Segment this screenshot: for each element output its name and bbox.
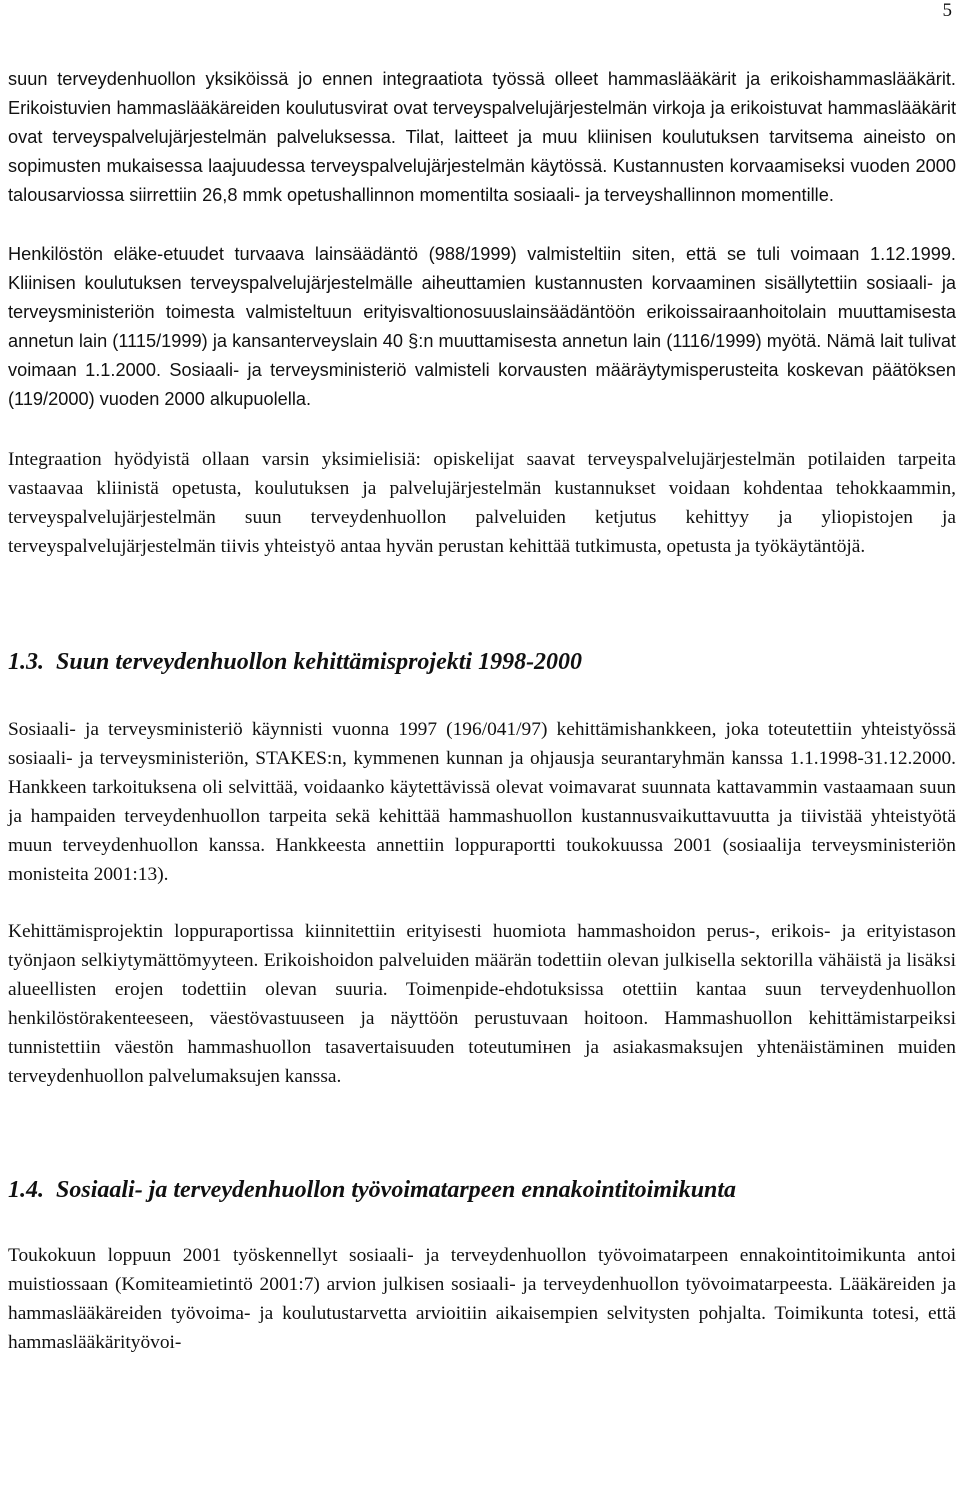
paragraph-integration-benefits: Integraation hyödyistä ollaan varsin yksimielisiä: opiskelijat saavat terveyspalvelujärjestelmän potilaiden tarpeita vastaavaa kliinistä opetusta, koulutuksen ja palvelujärjestelmän kustannukset voidaan kohdentaa tehokkaammin, terveyspalvelujärjestelmän suun terveydenhuollon palveluiden ketjutus kehittyy ja yliopistojen ja terveyspalvelujärjestelmän tiivis yhteistyö antaa hyvän perustan kehittää tutkimusta, opetusta ja työkäytäntöjä. [8,449,956,557]
section-title: Suun terveydenhuollon kehittämisprojekti 1998-2000 [56,649,583,675]
page-number: 5 [942,0,952,21]
section-number: 1.3. [8,649,44,675]
paragraph-development-project: Sosiaali- ja terveysministeriö käynnisti vuonna 1997 (196/041/97) kehittämishankkeen, joka toteutettiin yhteistyössä sosiaali- ja terveysministeriön, STAKES:n, kymmenen kunnan ja ohjausja seurantaryhmän kanssa 1.1.1998-31.12.2000. Hankkeen tarkoituksena oli selvittää, voidaanko käytettävissä olevat voimavarat suunnata kattavammin vastaamaan suun ja hampaiden terveydenhuollon tarpeita sekä kehittää hammashuollon kustannusvaikuttavuutta ja tiivistää yhteistyötä muun terveydenhuollon kanssa. Hankkeesta annettiin loppuraportti toukokuussa 2001 (sosiaalija terveysministeriön monisteita 2001:13). [8,719,956,885]
section-heading-1-4 [8,1175,956,1205]
section-heading-1-3 [8,647,956,677]
paragraph-integration-arrangements: suun terveydenhuollon yksiköissä jo ennen integraatiota työssä olleet hammaslääkärit ja erikoishammaslääkärit. Erikoistuvien hammaslääkäreiden koulutusvirat ovat terveyspalvelujärjestelmän virkoja ja erikoistuvat hammaslääkärit ovat terveyspalvelujärjestelmän palveluksessa. Tilat, laitteet ja muu kliinisen koulutuksen tarvitsema aineisto on sopimusten mukaisessa laajuudessa terveyspalvelujärjestelmän käytössä. Kustannusten korvaamiseksi vuoden 2000 talousarviossa siirrettiin 26,8 mmk opetushallinnon momentilta sosiaali- ja terveyshallinnon momentille. [8,69,956,205]
paragraph-legislation: Henkilöstön eläke-etuudet turvaava lainsäädäntö (988/1999) valmisteltiin siten, että se tuli voimaan 1.12.1999. Kliinisen koulutuksen terveyspalvelujärjestelmälle aiheuttamien kustannusten korvaaminen sisällytettiin sosiaali- ja terveysministeriön toimesta valmisteltuun erityisvaltionosuuslainsäädäntöön erikoissairaanhoitolain muuttamisesta annetun lain (1115/1999) ja kansanterveyslain 40 §:n muuttamisesta annetun lain (1116/1999) myötä. Nämä lait tulivat voimaan 1.1.2000. Sosiaali- ja terveysministeriö valmisteli korvausten määräytymisperusteita koskevan päätöksen (119/2000) vuoden 2000 alkupuolella. [8,244,956,409]
section-number: 1.4. [8,1177,44,1203]
paragraph-final-report-findings: Kehittämisprojektin loppuraportissa kiinnitettiin erityisesti huomiota hammashoidon perus-, erikois- ja erityistason työnjaon selkiytymättömyyteen. Erikoishoidon palveluiden määrän todettiin olevan julkisella sektorilla vähäistä ja lisäksi alueellisten erojen todettiin olevan suuria. Toimenpide-ehdotuksissa otettiin kantaa suun terveydenhuollon henkilöstörakenteeseen, väestövastuuseen ja näyttöön perustuvaan hoitoon. Hammashuollon kehittämistarpeiksi tunnistettiin väestön hammashuollon tasavertaisuuden toteutumінen ja asiakasmaksujen yhtenäistäminen muiden terveydenhuollon palvelumaksujen kanssa. [8,921,956,1087]
page-content [8,65,956,1357]
section-title: Sosiaali- ja terveydenhuollon työvoimatarpeen ennakointitoimikunta [56,1177,737,1203]
paragraph-workforce-committee: Toukokuun loppuun 2001 työskennellyt sosiaali- ja terveydenhuollon työvoimatarpeen ennakointitoimikunta antoi muistiossaan (Komiteamietintö 2001:7) arvion julkisen sosiaali- ja terveydenhuollon työvoimatarpeesta. Lääkäreiden ja hammaslääkäreiden työvoima- ja koulutustarvetta arvioitiin aikaisempien selvitysten pohjalta. Toimikunta totesi, että hammaslääkärityövoi- [8,1245,956,1353]
